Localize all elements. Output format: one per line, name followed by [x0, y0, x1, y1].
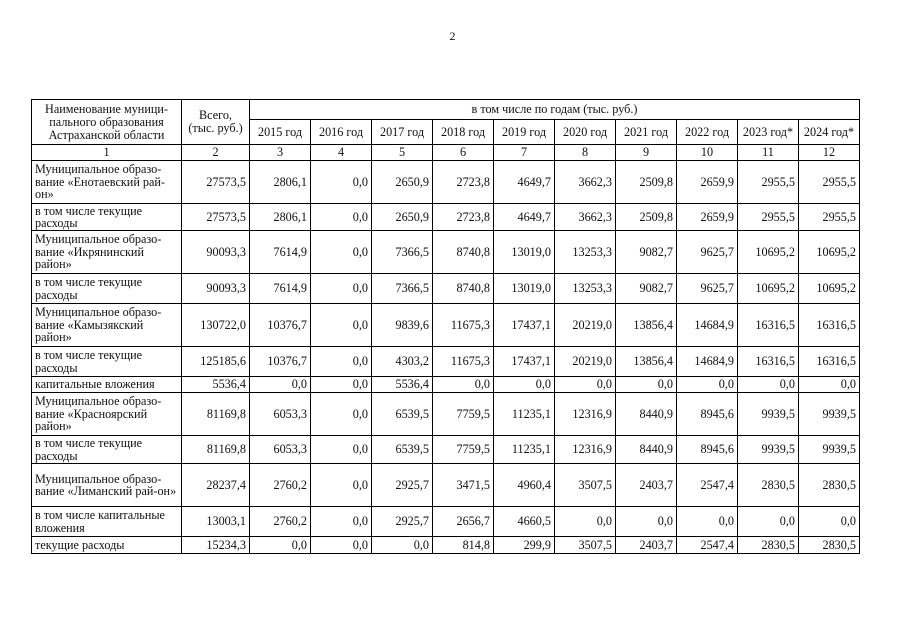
budget-table — [31, 99, 860, 554]
cell-year-value: 11675,3 — [433, 304, 494, 347]
cell-year-value: 3471,5 — [433, 464, 494, 507]
row-label: в том числе текущие расходы — [32, 347, 182, 377]
cell-year-value: 7759,5 — [433, 393, 494, 436]
cell-year-value: 7614,9 — [250, 231, 311, 274]
cell-year-value: 0,0 — [250, 537, 311, 554]
cell-year-value: 4303,2 — [372, 347, 433, 377]
header-year: 2019 год — [494, 120, 555, 145]
table-row — [32, 204, 860, 231]
cell-total: 130722,0 — [182, 304, 250, 347]
cell-total: 27573,5 — [182, 161, 250, 204]
cell-year-value: 2403,7 — [616, 464, 677, 507]
cell-year-value: 2650,9 — [372, 204, 433, 231]
row-label: в том числе текущие расходы — [32, 436, 182, 464]
cell-year-value: 8740,8 — [433, 231, 494, 274]
column-index: 2 — [182, 145, 250, 161]
header-year: 2023 год* — [738, 120, 799, 145]
cell-total: 90093,3 — [182, 231, 250, 274]
cell-year-value: 3662,3 — [555, 204, 616, 231]
header-name-col: Наименование муници-пального образования Астраханской области — [32, 100, 182, 145]
cell-year-value: 0,0 — [311, 377, 372, 393]
column-index: 8 — [555, 145, 616, 161]
table-row — [32, 537, 860, 554]
cell-year-value: 16316,5 — [738, 304, 799, 347]
table-row — [32, 436, 860, 464]
cell-year-value: 814,8 — [433, 537, 494, 554]
cell-year-value: 0,0 — [494, 377, 555, 393]
cell-year-value: 2723,8 — [433, 204, 494, 231]
table-row — [32, 161, 860, 204]
row-label: Муниципальное образо-вание «Енотаевский рай-он» — [32, 161, 182, 204]
cell-year-value: 0,0 — [311, 507, 372, 537]
cell-year-value: 2830,5 — [738, 537, 799, 554]
cell-year-value: 2659,9 — [677, 161, 738, 204]
cell-year-value: 0,0 — [555, 507, 616, 537]
header-by-year: в том числе по годам (тыс. руб.) — [250, 100, 860, 120]
cell-year-value: 13856,4 — [616, 347, 677, 377]
cell-year-value: 2830,5 — [799, 537, 860, 554]
row-label: в том числе капитальные вложения — [32, 507, 182, 537]
cell-year-value: 2830,5 — [738, 464, 799, 507]
cell-year-value: 7614,9 — [250, 274, 311, 304]
cell-year-value: 9625,7 — [677, 274, 738, 304]
cell-total: 125185,6 — [182, 347, 250, 377]
row-label: текущие расходы — [32, 537, 182, 554]
cell-year-value: 8945,6 — [677, 436, 738, 464]
cell-year-value: 0,0 — [616, 507, 677, 537]
cell-year-value: 0,0 — [311, 464, 372, 507]
cell-total: 27573,5 — [182, 204, 250, 231]
cell-year-value: 0,0 — [311, 436, 372, 464]
table-row — [32, 507, 860, 537]
cell-year-value: 2955,5 — [799, 204, 860, 231]
cell-year-value: 8740,8 — [433, 274, 494, 304]
column-index: 10 — [677, 145, 738, 161]
table-row — [32, 304, 860, 347]
cell-year-value: 9939,5 — [738, 393, 799, 436]
row-label: Муниципальное образо-вание «Камызякский район» — [32, 304, 182, 347]
cell-year-value: 2806,1 — [250, 204, 311, 231]
cell-year-value: 16316,5 — [799, 347, 860, 377]
header-total-col: Всего, (тыс. руб.) — [182, 100, 250, 145]
cell-year-value: 13019,0 — [494, 274, 555, 304]
cell-year-value: 11235,1 — [494, 393, 555, 436]
cell-year-value: 0,0 — [250, 377, 311, 393]
cell-year-value: 0,0 — [311, 393, 372, 436]
cell-year-value: 13019,0 — [494, 231, 555, 274]
cell-year-value: 3662,3 — [555, 161, 616, 204]
cell-year-value: 6053,3 — [250, 436, 311, 464]
row-label: Муниципальное образо-вание «Лиманский рай-он» — [32, 464, 182, 507]
cell-year-value: 10376,7 — [250, 304, 311, 347]
table-row — [32, 464, 860, 507]
cell-year-value: 0,0 — [799, 507, 860, 537]
row-label: Муниципальное образо-вание «Красноярский район» — [32, 393, 182, 436]
column-index: 1 — [32, 145, 182, 161]
cell-year-value: 9082,7 — [616, 231, 677, 274]
cell-year-value: 0,0 — [311, 231, 372, 274]
cell-year-value: 0,0 — [311, 161, 372, 204]
cell-year-value: 6539,5 — [372, 393, 433, 436]
row-label: капитальные вложения — [32, 377, 182, 393]
header-year: 2021 год — [616, 120, 677, 145]
header-year: 2018 год — [433, 120, 494, 145]
column-index: 11 — [738, 145, 799, 161]
cell-total: 81169,8 — [182, 393, 250, 436]
column-index: 6 — [433, 145, 494, 161]
cell-year-value: 20219,0 — [555, 304, 616, 347]
cell-year-value: 0,0 — [311, 347, 372, 377]
cell-year-value: 2806,1 — [250, 161, 311, 204]
cell-year-value: 2925,7 — [372, 464, 433, 507]
cell-year-value: 0,0 — [677, 507, 738, 537]
cell-total: 15234,3 — [182, 537, 250, 554]
cell-year-value: 0,0 — [433, 377, 494, 393]
cell-year-value: 2650,9 — [372, 161, 433, 204]
table-row — [32, 231, 860, 274]
row-label: в том числе текущие расходы — [32, 204, 182, 231]
cell-year-value: 12316,9 — [555, 393, 616, 436]
cell-year-value: 299,9 — [494, 537, 555, 554]
column-index: 9 — [616, 145, 677, 161]
cell-year-value: 0,0 — [311, 304, 372, 347]
table-row — [32, 347, 860, 377]
cell-year-value: 0,0 — [616, 377, 677, 393]
cell-year-value: 0,0 — [311, 537, 372, 554]
column-index: 4 — [311, 145, 372, 161]
cell-year-value: 0,0 — [372, 537, 433, 554]
cell-year-value: 10695,2 — [738, 274, 799, 304]
cell-year-value: 4660,5 — [494, 507, 555, 537]
cell-year-value: 6053,3 — [250, 393, 311, 436]
column-index: 12 — [799, 145, 860, 161]
cell-year-value: 0,0 — [738, 377, 799, 393]
header-year: 2022 год — [677, 120, 738, 145]
header-year: 2020 год — [555, 120, 616, 145]
cell-year-value: 10376,7 — [250, 347, 311, 377]
cell-year-value: 2509,8 — [616, 161, 677, 204]
cell-year-value: 9082,7 — [616, 274, 677, 304]
cell-year-value: 8945,6 — [677, 393, 738, 436]
cell-total: 13003,1 — [182, 507, 250, 537]
cell-total: 81169,8 — [182, 436, 250, 464]
table-row — [32, 393, 860, 436]
column-index: 3 — [250, 145, 311, 161]
cell-year-value: 16316,5 — [799, 304, 860, 347]
cell-year-value: 16316,5 — [738, 347, 799, 377]
cell-year-value: 11235,1 — [494, 436, 555, 464]
cell-year-value: 13253,3 — [555, 231, 616, 274]
cell-year-value: 0,0 — [311, 204, 372, 231]
table-row — [32, 274, 860, 304]
column-index: 7 — [494, 145, 555, 161]
cell-year-value: 7366,5 — [372, 274, 433, 304]
cell-year-value: 20219,0 — [555, 347, 616, 377]
cell-year-value: 2403,7 — [616, 537, 677, 554]
cell-year-value: 7366,5 — [372, 231, 433, 274]
cell-year-value: 2656,7 — [433, 507, 494, 537]
page-number: 2 — [449, 29, 456, 43]
cell-year-value: 2925,7 — [372, 507, 433, 537]
cell-year-value: 2760,2 — [250, 464, 311, 507]
cell-year-value: 2509,8 — [616, 204, 677, 231]
cell-total: 28237,4 — [182, 464, 250, 507]
cell-year-value: 13253,3 — [555, 274, 616, 304]
header-year: 2017 год — [372, 120, 433, 145]
cell-year-value: 2760,2 — [250, 507, 311, 537]
cell-year-value: 3507,5 — [555, 537, 616, 554]
cell-year-value: 2955,5 — [738, 204, 799, 231]
table-row — [32, 377, 860, 393]
header-year: 2015 год — [250, 120, 311, 145]
cell-year-value: 2547,4 — [677, 464, 738, 507]
row-label: в том числе текущие расходы — [32, 274, 182, 304]
cell-year-value: 4649,7 — [494, 204, 555, 231]
cell-year-value: 2830,5 — [799, 464, 860, 507]
cell-year-value: 9939,5 — [738, 436, 799, 464]
row-label: Муниципальное образо-вание «Икрянинский район» — [32, 231, 182, 274]
cell-year-value: 2955,5 — [799, 161, 860, 204]
cell-year-value: 10695,2 — [738, 231, 799, 274]
cell-year-value: 11675,3 — [433, 347, 494, 377]
cell-year-value: 8440,9 — [616, 436, 677, 464]
cell-year-value: 17437,1 — [494, 347, 555, 377]
column-index: 5 — [372, 145, 433, 161]
cell-year-value: 0,0 — [311, 274, 372, 304]
cell-year-value: 2723,8 — [433, 161, 494, 204]
cell-year-value: 2659,9 — [677, 204, 738, 231]
cell-year-value: 12316,9 — [555, 436, 616, 464]
cell-year-value: 0,0 — [738, 507, 799, 537]
header-year: 2016 год — [311, 120, 372, 145]
cell-year-value: 17437,1 — [494, 304, 555, 347]
cell-total: 90093,3 — [182, 274, 250, 304]
cell-year-value: 2547,4 — [677, 537, 738, 554]
cell-year-value: 14684,9 — [677, 304, 738, 347]
cell-year-value: 0,0 — [555, 377, 616, 393]
cell-year-value: 2955,5 — [738, 161, 799, 204]
cell-year-value: 5536,4 — [372, 377, 433, 393]
cell-year-value: 9939,5 — [799, 393, 860, 436]
cell-year-value: 10695,2 — [799, 231, 860, 274]
cell-year-value: 4649,7 — [494, 161, 555, 204]
cell-year-value: 14684,9 — [677, 347, 738, 377]
cell-year-value: 4960,4 — [494, 464, 555, 507]
cell-year-value: 9839,6 — [372, 304, 433, 347]
cell-year-value: 0,0 — [677, 377, 738, 393]
cell-year-value: 9625,7 — [677, 231, 738, 274]
header-year: 2024 год* — [799, 120, 860, 145]
cell-total: 5536,4 — [182, 377, 250, 393]
cell-year-value: 7759,5 — [433, 436, 494, 464]
cell-year-value: 0,0 — [799, 377, 860, 393]
cell-year-value: 3507,5 — [555, 464, 616, 507]
cell-year-value: 9939,5 — [799, 436, 860, 464]
cell-year-value: 13856,4 — [616, 304, 677, 347]
cell-year-value: 8440,9 — [616, 393, 677, 436]
cell-year-value: 10695,2 — [799, 274, 860, 304]
cell-year-value: 6539,5 — [372, 436, 433, 464]
